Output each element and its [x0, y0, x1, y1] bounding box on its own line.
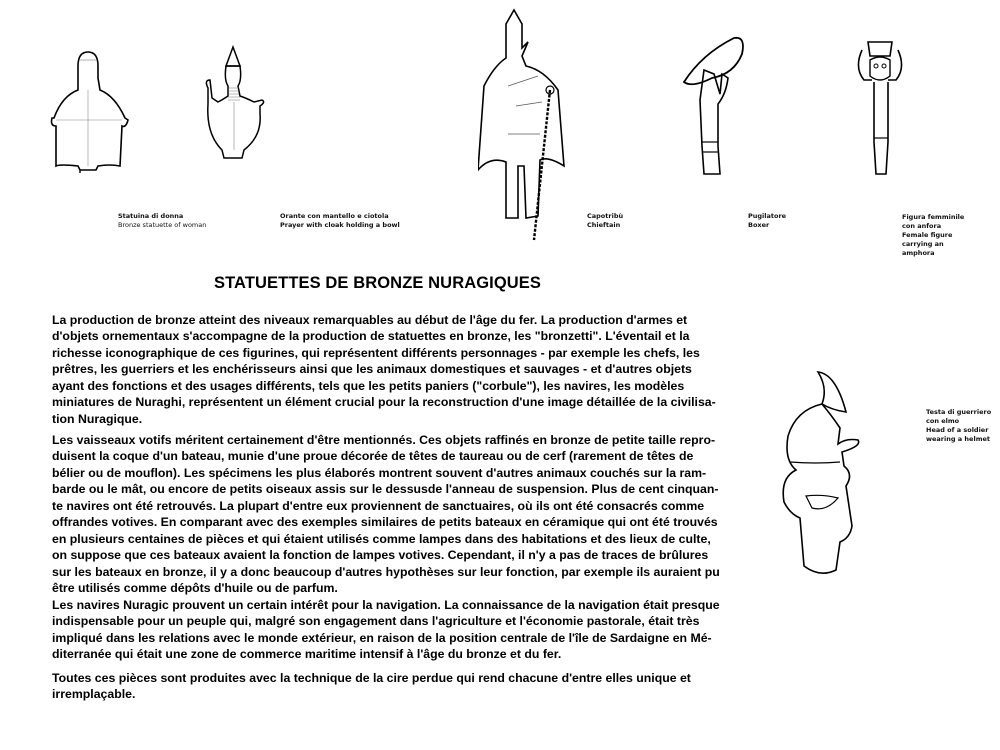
caption-en-line: carrying an [902, 240, 944, 248]
caption-it-line: Figura femminile [902, 213, 965, 221]
caption-woman [118, 212, 206, 230]
text-line: La production de bronze atteint des niveaux remarquables au début de l'âge du fer. La production d'armes et [52, 313, 688, 327]
prayer-statuette-drawing [198, 44, 268, 164]
text-line: Les navires Nuragic prouvent un certain intérêt pour la navigation. La connaissance de la navigation était presque [52, 598, 720, 612]
text-line: duisent la coque d'un bateau, munie d'une proue décorée de têtes de taureau ou de cerf (rarement de têtes de [52, 449, 694, 464]
woman-statuette-drawing [40, 48, 140, 173]
caption-en: Boxer [748, 221, 770, 229]
text-line: indispensable pour un peuple qui, malgré son engagement dans l'agriculture et l'économie pastorale, était très [52, 614, 700, 629]
text-line: impliqué dans les relations avec le monde extérieur, en raison de la position centrale de l'île de Sardaigne en Mé- [52, 630, 712, 645]
caption-it: Statuina di donna [118, 212, 184, 220]
text-line: barde ou le mât, ou encore de petits oiseaux assis sur le dessusde l'anneau de suspension. Plus de cent cinquan- [52, 482, 719, 497]
figure-female-with-amphora [852, 38, 908, 178]
text-line: diterranée qui était une zone de commerce maritime intensif à l'âge du bronze et du fer. [52, 647, 562, 662]
boxer-statuette-drawing [682, 34, 748, 179]
text-line: ayant des fonctions et des usages différents, tels que les petits paniers ("corbule"), les navires, les modèles [52, 378, 685, 393]
figure-woman-statuette [40, 48, 140, 173]
caption-it: Capotribù [587, 212, 624, 220]
caption-boxer [748, 212, 786, 230]
text-line: miniatures de Nuraghi, représentent un élément crucial pour la reconstruction d'une image détaillée de la civilisa- [52, 395, 716, 410]
figure-soldier-head [776, 366, 886, 581]
text-line: être utilisés comme dépôts d'huile ou de parfum. [52, 581, 338, 596]
text-line: Toutes ces pièces sont produites avec la technique de la cire perdue qui rend chacune d'entre elles unique et [52, 671, 691, 685]
caption-en-line: amphora [902, 249, 935, 257]
page-title: STATUETTES DE BRONZE NURAGIQUES [214, 274, 542, 292]
text-line: te navires ont été retrouvés. La plupart d'entre eux proviennent de sanctuaires, où ils ont été consacrés comme [52, 498, 705, 513]
text-line: prêtres, les guerriers et les enchérisseurs ainsi que les animaux domestiques et sauvages - et d'autres objets [52, 362, 692, 377]
caption-chieftain [587, 212, 623, 230]
paragraph-votive-vessels [52, 432, 764, 597]
soldier-head-drawing [776, 366, 886, 581]
text-line: tion Nuragique. [52, 411, 143, 426]
text-line: on suppose que ces bateaux avaient la fonction de lampes votives. Cependant, il n'y a pas de traces de brûlures [52, 548, 709, 563]
text-line: en plusieurs centaines de pièces et qui étaient utilisés comme lampes dans des habitations et des lieux de culte, [52, 531, 711, 546]
text-line: d'objets ornementaux s'accompagne de la production de statuettes en bronze, les "bronzetti". L'éventail et la [52, 329, 690, 344]
figure-boxer [682, 34, 748, 179]
figure-prayer-with-cloak [198, 44, 268, 164]
caption-soldier-head [926, 408, 991, 444]
caption-female-amphora [902, 213, 964, 258]
caption-en: Bronze statuette of woman [118, 221, 207, 229]
female-amphora-drawing [852, 38, 908, 178]
caption-en-line: Head of a soldier [926, 426, 989, 434]
caption-en-line: wearing a helmet [926, 435, 990, 443]
caption-it-line: con anfora [902, 222, 942, 230]
caption-it: Orante con mantello e ciotola [280, 212, 389, 220]
caption-it: Pugilatore [748, 212, 787, 220]
paragraph-navigation [52, 597, 764, 663]
text-line: richesse iconographique de ces figurines, qui représentent différents personnages - par exemple les chefs, les [52, 345, 700, 360]
caption-prayer [280, 212, 400, 230]
caption-en-line: Female figure [902, 231, 953, 239]
paragraph-bronze-production [52, 312, 764, 427]
caption-en: Chieftain [587, 221, 621, 229]
caption-en: Prayer with cloak holding a bowl [280, 221, 400, 229]
text-line: irremplaçable. [52, 687, 136, 702]
text-line: Les vaisseaux votifs méritent certainement d'être mentionnés. Ces objets raffinés en bronze de petite taille repro- [52, 433, 716, 447]
caption-it-line: con elmo [926, 417, 960, 425]
figure-chieftain [478, 6, 588, 246]
chieftain-statuette-drawing [478, 6, 588, 246]
text-line: sur les bateaux en bronze, il y a donc beaucoup d'autres hypothèses sur leur fonction, par exemple ils auraient pu [52, 564, 720, 579]
paragraph-lost-wax [52, 670, 764, 703]
text-line: bélier ou de mouflon). Les spécimens les plus élaborés montrent souvent d'autres animaux couchés sur la ram- [52, 465, 707, 480]
caption-it-line: Testa di guerriero [926, 408, 992, 416]
text-line: offrandes votives. En comparant avec des exemples similaires de petits bateaux en céramique qui ont été trouvés [52, 515, 718, 530]
